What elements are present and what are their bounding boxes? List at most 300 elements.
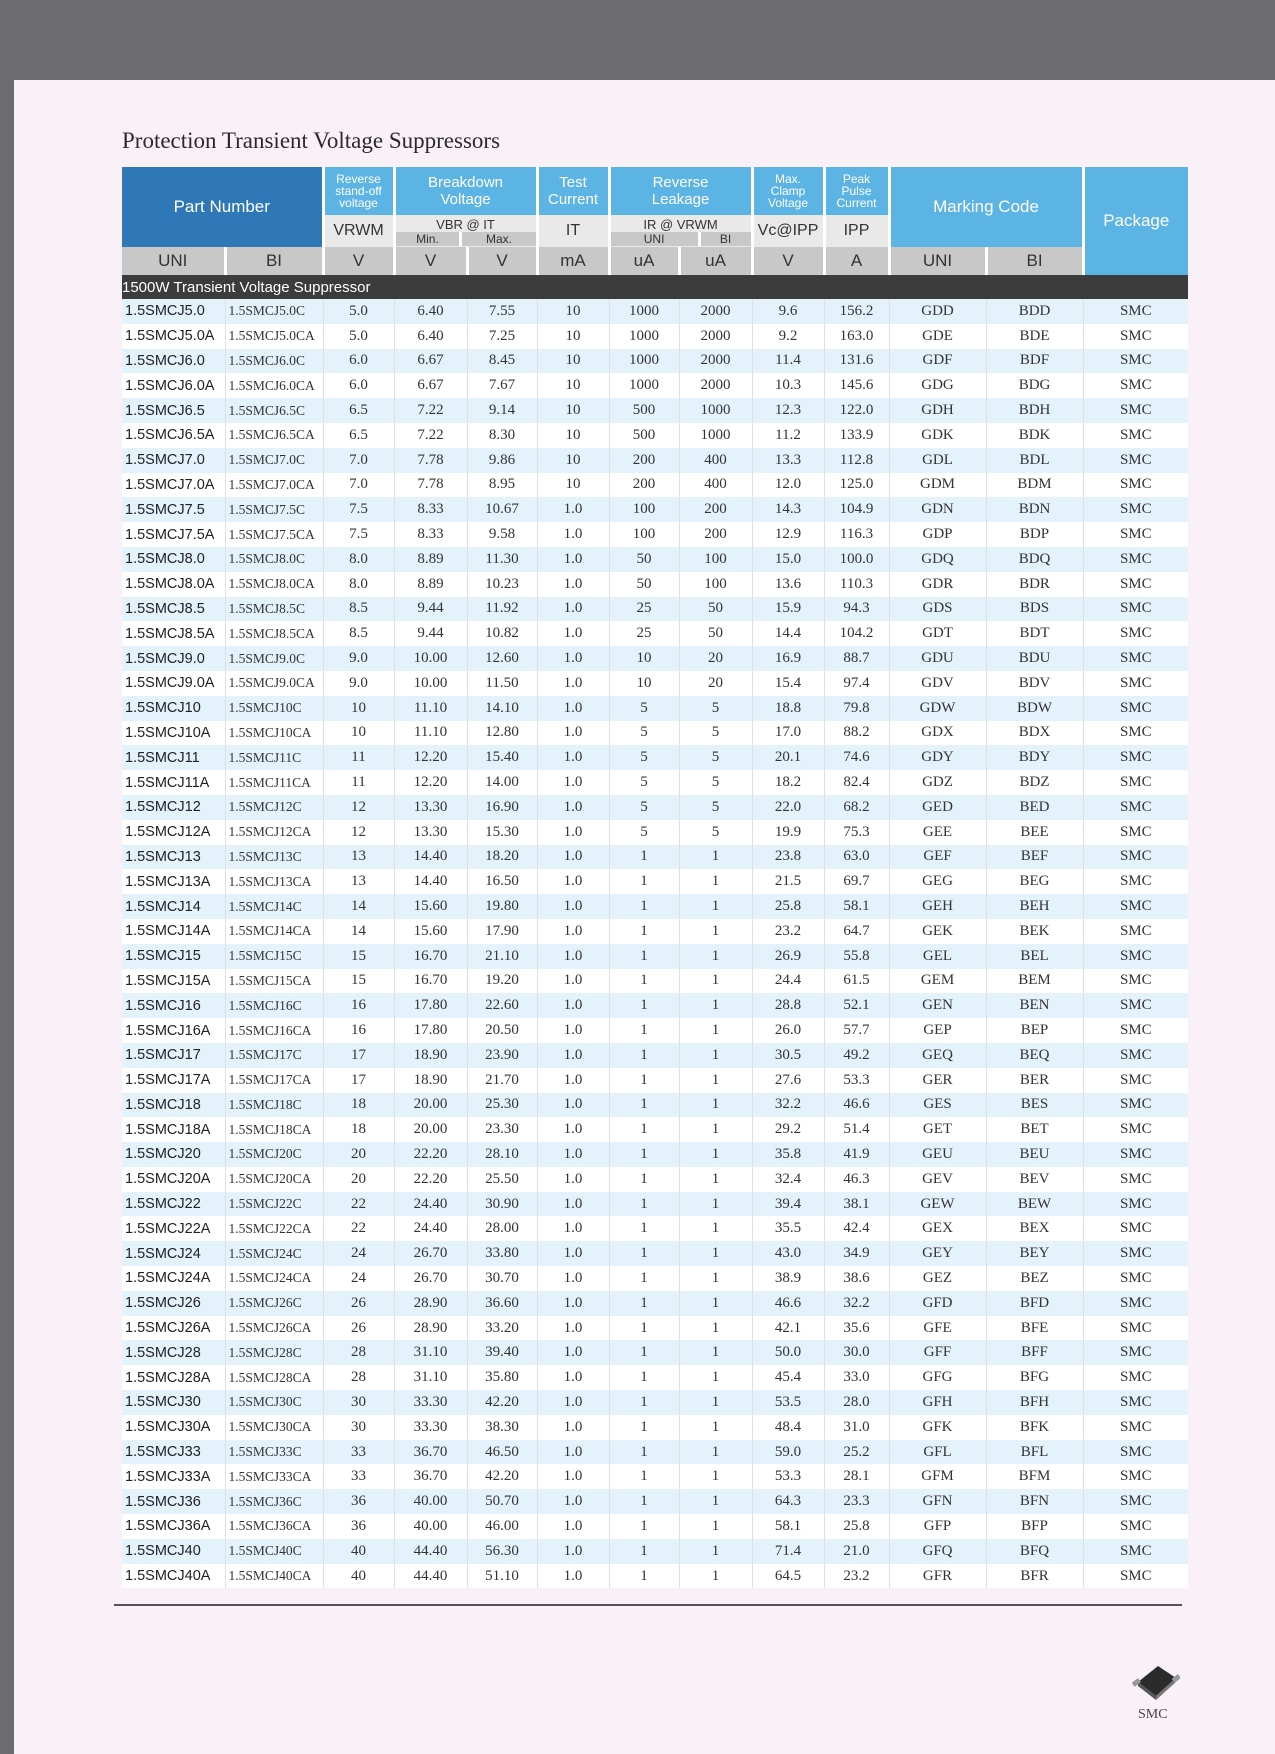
cell-marking-bi: BFH	[986, 1390, 1083, 1415]
cell-vrwm: 12	[323, 795, 394, 820]
cell-part-uni: 1.5SMCJ12A	[122, 820, 225, 845]
cell-vbr-min: 36.70	[394, 1464, 467, 1489]
cell-it: 1.0	[537, 745, 609, 770]
cell-package: SMC	[1083, 1365, 1188, 1390]
table-row	[122, 770, 1188, 795]
cell-package: SMC	[1083, 1564, 1188, 1589]
cell-ir-uni: 1	[609, 1192, 679, 1217]
vbr-symbol: VBR @ IT	[396, 217, 536, 232]
cell-vbr-min: 10.00	[394, 646, 467, 671]
cell-marking-bi: BED	[986, 795, 1083, 820]
cell-vbr-max: 16.50	[467, 869, 537, 894]
cell-part-uni: 1.5SMCJ5.0A	[122, 324, 225, 349]
cell-part-bi: 1.5SMCJ17C	[225, 1043, 323, 1068]
table-row	[122, 1117, 1188, 1142]
cell-package: SMC	[1083, 1464, 1188, 1489]
cell-vrwm: 16	[323, 1018, 394, 1043]
cell-part-uni: 1.5SMCJ6.5	[122, 398, 225, 423]
cell-vc: 71.4	[752, 1539, 824, 1564]
cell-marking-uni: GFD	[889, 1291, 986, 1316]
cell-ir-uni: 1000	[609, 373, 679, 398]
cell-ipp: 69.7	[824, 869, 889, 894]
cell-ir-bi: 1	[679, 1489, 752, 1514]
cell-marking-uni: GFM	[889, 1464, 986, 1489]
cell-marking-uni: GDU	[889, 646, 986, 671]
cell-vbr-min: 31.10	[394, 1340, 467, 1365]
cell-marking-bi: BEP	[986, 1018, 1083, 1043]
cell-vbr-max: 8.45	[467, 349, 537, 374]
cell-marking-bi: BDY	[986, 745, 1083, 770]
cell-vrwm: 28	[323, 1340, 394, 1365]
cell-part-uni: 1.5SMCJ7.5	[122, 497, 225, 522]
cell-vrwm: 6.0	[323, 373, 394, 398]
cell-vbr-min: 6.67	[394, 373, 467, 398]
cell-vrwm: 14	[323, 919, 394, 944]
cell-part-bi: 1.5SMCJ14CA	[225, 919, 323, 944]
table-row	[122, 721, 1188, 746]
cell-ir-bi: 1000	[679, 398, 752, 423]
cell-part-uni: 1.5SMCJ10A	[122, 721, 225, 746]
cell-vbr-max: 8.30	[467, 423, 537, 448]
cell-it: 1.0	[537, 1291, 609, 1316]
cell-marking-bi: BDT	[986, 621, 1083, 646]
cell-vrwm: 10	[323, 696, 394, 721]
cell-part-bi: 1.5SMCJ20CA	[225, 1167, 323, 1192]
cell-ir-uni: 1	[609, 1415, 679, 1440]
cell-vc: 35.5	[752, 1216, 824, 1241]
cell-ir-bi: 5	[679, 795, 752, 820]
cell-part-bi: 1.5SMCJ5.0CA	[225, 324, 323, 349]
leakage-line-1: Reverse	[652, 174, 709, 191]
cell-it: 1.0	[537, 795, 609, 820]
cell-vbr-max: 11.92	[467, 597, 537, 622]
cell-package: SMC	[1083, 1117, 1188, 1142]
cell-vc: 30.5	[752, 1043, 824, 1068]
cell-package: SMC	[1083, 1241, 1188, 1266]
table-row	[122, 696, 1188, 721]
cell-vc: 14.3	[752, 497, 824, 522]
cell-ir-bi: 1	[679, 1564, 752, 1589]
cell-package: SMC	[1083, 572, 1188, 597]
cell-part-uni: 1.5SMCJ26A	[122, 1316, 225, 1341]
cell-ir-bi: 5	[679, 696, 752, 721]
cell-it: 1.0	[537, 1316, 609, 1341]
cell-marking-uni: GDN	[889, 497, 986, 522]
cell-it: 10	[537, 423, 609, 448]
cell-marking-bi: BDP	[986, 522, 1083, 547]
cell-vc: 16.9	[752, 646, 824, 671]
cell-marking-uni: GDD	[889, 299, 986, 324]
cell-ir-bi: 1	[679, 1068, 752, 1093]
cell-ir-uni: 1	[609, 1093, 679, 1118]
cell-ir-uni: 5	[609, 820, 679, 845]
cell-part-bi: 1.5SMCJ7.5C	[225, 497, 323, 522]
cell-ir-uni: 500	[609, 423, 679, 448]
cell-part-bi: 1.5SMCJ36CA	[225, 1514, 323, 1539]
cell-ir-uni: 1	[609, 1340, 679, 1365]
cell-ir-bi: 1	[679, 1241, 752, 1266]
cell-package: SMC	[1083, 671, 1188, 696]
cell-part-bi: 1.5SMCJ24C	[225, 1241, 323, 1266]
cell-part-bi: 1.5SMCJ13CA	[225, 869, 323, 894]
cell-vrwm: 14	[323, 894, 394, 919]
table-row	[122, 1415, 1188, 1440]
cell-package: SMC	[1083, 547, 1188, 572]
cell-ir-uni: 1	[609, 1216, 679, 1241]
cell-part-uni: 1.5SMCJ28	[122, 1340, 225, 1365]
table-row	[122, 497, 1188, 522]
cell-ipp: 64.7	[824, 919, 889, 944]
cell-marking-bi: BEL	[986, 944, 1083, 969]
table-row	[122, 1142, 1188, 1167]
cell-part-uni: 1.5SMCJ7.0	[122, 448, 225, 473]
cell-package: SMC	[1083, 993, 1188, 1018]
cell-package: SMC	[1083, 1489, 1188, 1514]
cell-part-uni: 1.5SMCJ7.0A	[122, 473, 225, 498]
cell-vbr-min: 18.90	[394, 1068, 467, 1093]
cell-ir-bi: 20	[679, 671, 752, 696]
cell-part-bi: 1.5SMCJ7.0CA	[225, 473, 323, 498]
reverse-line-1: Reverse	[336, 172, 381, 186]
table-row	[122, 1241, 1188, 1266]
cell-it: 1.0	[537, 869, 609, 894]
table-row	[122, 398, 1188, 423]
cell-package: SMC	[1083, 398, 1188, 423]
table-row	[122, 1464, 1188, 1489]
cell-package: SMC	[1083, 721, 1188, 746]
cell-marking-uni: GDY	[889, 745, 986, 770]
cell-ir-bi: 1	[679, 944, 752, 969]
cell-vc: 15.9	[752, 597, 824, 622]
cell-vbr-max: 30.70	[467, 1266, 537, 1291]
cell-ir-uni: 1	[609, 1316, 679, 1341]
table-row	[122, 547, 1188, 572]
cell-vbr-max: 50.70	[467, 1489, 537, 1514]
cell-vbr-min: 44.40	[394, 1539, 467, 1564]
cell-it: 1.0	[537, 671, 609, 696]
cell-part-bi: 1.5SMCJ18CA	[225, 1117, 323, 1142]
cell-ipp: 49.2	[824, 1043, 889, 1068]
cell-package: SMC	[1083, 621, 1188, 646]
cell-vc: 59.0	[752, 1440, 824, 1465]
cell-vc: 42.1	[752, 1316, 824, 1341]
part-number-header: Part Number	[122, 167, 323, 247]
cell-marking-bi: BEE	[986, 820, 1083, 845]
cell-ir-uni: 1000	[609, 324, 679, 349]
cell-it: 1.0	[537, 969, 609, 994]
cell-vbr-max: 15.40	[467, 745, 537, 770]
cell-ir-uni: 200	[609, 448, 679, 473]
cell-package: SMC	[1083, 1192, 1188, 1217]
cell-package: SMC	[1083, 1340, 1188, 1365]
cell-ir-uni: 5	[609, 721, 679, 746]
vrwm-symbol: VRWM	[323, 215, 394, 247]
cell-vrwm: 33	[323, 1440, 394, 1465]
cell-package: SMC	[1083, 324, 1188, 349]
cell-part-uni: 1.5SMCJ30	[122, 1390, 225, 1415]
cell-part-uni: 1.5SMCJ30A	[122, 1415, 225, 1440]
reverse-leakage-header	[609, 167, 752, 215]
cell-part-uni: 1.5SMCJ24	[122, 1241, 225, 1266]
cell-part-bi: 1.5SMCJ28CA	[225, 1365, 323, 1390]
cell-part-uni: 1.5SMCJ17A	[122, 1068, 225, 1093]
cell-ir-bi: 5	[679, 745, 752, 770]
cell-vc: 20.1	[752, 745, 824, 770]
cell-ir-bi: 1	[679, 919, 752, 944]
cell-part-bi: 1.5SMCJ5.0C	[225, 299, 323, 324]
cell-vc: 50.0	[752, 1340, 824, 1365]
cell-vbr-max: 12.80	[467, 721, 537, 746]
cell-ipp: 100.0	[824, 547, 889, 572]
cell-package: SMC	[1083, 869, 1188, 894]
cell-vc: 18.8	[752, 696, 824, 721]
cell-it: 10	[537, 373, 609, 398]
cell-it: 1.0	[537, 1440, 609, 1465]
cell-part-uni: 1.5SMCJ40	[122, 1539, 225, 1564]
min-max-row	[396, 232, 536, 246]
cell-vrwm: 9.0	[323, 671, 394, 696]
table-row	[122, 845, 1188, 870]
cell-ir-uni: 1	[609, 1241, 679, 1266]
cell-part-bi: 1.5SMCJ15CA	[225, 969, 323, 994]
cell-part-uni: 1.5SMCJ5.0	[122, 299, 225, 324]
cell-ipp: 97.4	[824, 671, 889, 696]
cell-ir-bi: 1	[679, 1018, 752, 1043]
cell-part-uni: 1.5SMCJ18A	[122, 1117, 225, 1142]
cell-ir-uni: 10	[609, 646, 679, 671]
cell-vc: 11.2	[752, 423, 824, 448]
clamp-line-2: Clamp	[770, 184, 806, 198]
table-row	[122, 299, 1188, 324]
cell-part-bi: 1.5SMCJ28C	[225, 1340, 323, 1365]
cell-package: SMC	[1083, 1291, 1188, 1316]
cell-it: 1.0	[537, 1093, 609, 1118]
reverse-standoff-header	[323, 167, 394, 215]
cell-marking-uni: GDR	[889, 572, 986, 597]
cell-ir-uni: 1	[609, 1440, 679, 1465]
cell-ir-bi: 1	[679, 993, 752, 1018]
cell-it: 1.0	[537, 770, 609, 795]
cell-ir-bi: 1	[679, 845, 752, 870]
cell-part-uni: 1.5SMCJ6.5A	[122, 423, 225, 448]
cell-vrwm: 24	[323, 1266, 394, 1291]
table-row	[122, 1192, 1188, 1217]
cell-part-bi: 1.5SMCJ26CA	[225, 1316, 323, 1341]
cell-ir-bi: 2000	[679, 299, 752, 324]
cell-vrwm: 40	[323, 1564, 394, 1589]
cell-marking-bi: BDG	[986, 373, 1083, 398]
cell-marking-uni: GDZ	[889, 770, 986, 795]
cell-vbr-max: 33.80	[467, 1241, 537, 1266]
cell-ipp: 133.9	[824, 423, 889, 448]
cell-vc: 53.3	[752, 1464, 824, 1489]
cell-vrwm: 22	[323, 1216, 394, 1241]
cell-package: SMC	[1083, 919, 1188, 944]
cell-marking-bi: BEM	[986, 969, 1083, 994]
cell-vbr-max: 30.90	[467, 1192, 537, 1217]
cell-part-bi: 1.5SMCJ30CA	[225, 1415, 323, 1440]
cell-marking-bi: BFE	[986, 1316, 1083, 1341]
cell-package: SMC	[1083, 1266, 1188, 1291]
cell-ir-uni: 1	[609, 993, 679, 1018]
cell-vrwm: 33	[323, 1464, 394, 1489]
cell-marking-uni: GEV	[889, 1167, 986, 1192]
cell-part-bi: 1.5SMCJ16C	[225, 993, 323, 1018]
cell-ipp: 122.0	[824, 398, 889, 423]
cell-vbr-min: 33.30	[394, 1390, 467, 1415]
cell-vc: 38.9	[752, 1266, 824, 1291]
cell-marking-bi: BEY	[986, 1241, 1083, 1266]
cell-ir-bi: 200	[679, 522, 752, 547]
cell-marking-bi: BFN	[986, 1489, 1083, 1514]
cell-ir-bi: 50	[679, 597, 752, 622]
cell-vc: 21.5	[752, 869, 824, 894]
cell-ir-bi: 1	[679, 894, 752, 919]
cell-marking-uni: GEE	[889, 820, 986, 845]
cell-it: 1.0	[537, 944, 609, 969]
cell-package: SMC	[1083, 1068, 1188, 1093]
cell-vbr-max: 7.67	[467, 373, 537, 398]
cell-part-uni: 1.5SMCJ8.0A	[122, 572, 225, 597]
cell-ir-bi: 400	[679, 448, 752, 473]
cell-vbr-max: 16.90	[467, 795, 537, 820]
cell-it: 10	[537, 473, 609, 498]
cell-it: 1.0	[537, 721, 609, 746]
cell-vbr-min: 11.10	[394, 721, 467, 746]
cell-vbr-min: 10.00	[394, 671, 467, 696]
cell-vbr-min: 6.40	[394, 324, 467, 349]
cell-vbr-max: 46.00	[467, 1514, 537, 1539]
cell-ipp: 163.0	[824, 324, 889, 349]
cell-part-bi: 1.5SMCJ33C	[225, 1440, 323, 1465]
cell-ipp: 82.4	[824, 770, 889, 795]
cell-part-uni: 1.5SMCJ7.5A	[122, 522, 225, 547]
cell-part-bi: 1.5SMCJ36C	[225, 1489, 323, 1514]
cell-vbr-max: 11.50	[467, 671, 537, 696]
cell-it: 1.0	[537, 1117, 609, 1142]
cell-vrwm: 6.0	[323, 349, 394, 374]
cell-vc: 15.0	[752, 547, 824, 572]
cell-vbr-max: 19.20	[467, 969, 537, 994]
cell-vbr-min: 13.30	[394, 795, 467, 820]
cell-marking-uni: GFH	[889, 1390, 986, 1415]
cell-ir-uni: 1	[609, 1365, 679, 1390]
cell-part-uni: 1.5SMCJ18	[122, 1093, 225, 1118]
cell-vc: 39.4	[752, 1192, 824, 1217]
cell-ir-uni: 5	[609, 696, 679, 721]
cell-vc: 23.2	[752, 919, 824, 944]
cell-vc: 17.0	[752, 721, 824, 746]
cell-vc: 13.6	[752, 572, 824, 597]
cell-ir-uni: 1	[609, 1464, 679, 1489]
cell-vbr-max: 42.20	[467, 1464, 537, 1489]
cell-vbr-min: 8.89	[394, 547, 467, 572]
cell-ir-bi: 400	[679, 473, 752, 498]
cell-vrwm: 8.0	[323, 547, 394, 572]
cell-marking-bi: BFM	[986, 1464, 1083, 1489]
table-row	[122, 473, 1188, 498]
cell-ir-bi: 100	[679, 547, 752, 572]
cell-package: SMC	[1083, 1415, 1188, 1440]
cell-ir-uni: 1	[609, 1514, 679, 1539]
cell-it: 1.0	[537, 522, 609, 547]
cell-vbr-min: 44.40	[394, 1564, 467, 1589]
cell-marking-bi: BDN	[986, 497, 1083, 522]
cell-ipp: 31.0	[824, 1415, 889, 1440]
cell-ir-uni: 1	[609, 1266, 679, 1291]
cell-vbr-max: 33.20	[467, 1316, 537, 1341]
table-row	[122, 1390, 1188, 1415]
table-body	[122, 299, 1188, 1588]
cell-part-uni: 1.5SMCJ15	[122, 944, 225, 969]
breakdown-line-2: Voltage	[440, 191, 491, 208]
cell-vc: 12.9	[752, 522, 824, 547]
cell-marking-bi: BFG	[986, 1365, 1083, 1390]
peak-line-1: Peak	[842, 172, 871, 186]
leak-uni-label: UNI	[611, 232, 700, 246]
cell-part-uni: 1.5SMCJ13A	[122, 869, 225, 894]
table-row	[122, 1068, 1188, 1093]
cell-ipp: 63.0	[824, 845, 889, 870]
cell-marking-uni: GES	[889, 1093, 986, 1118]
cell-marking-bi: BDE	[986, 324, 1083, 349]
cell-vc: 32.4	[752, 1167, 824, 1192]
cell-package: SMC	[1083, 1142, 1188, 1167]
cell-it: 1.0	[537, 597, 609, 622]
cell-vc: 64.5	[752, 1564, 824, 1589]
cell-vrwm: 30	[323, 1415, 394, 1440]
cell-ipp: 110.3	[824, 572, 889, 597]
cell-vbr-max: 56.30	[467, 1539, 537, 1564]
cell-vbr-max: 9.86	[467, 448, 537, 473]
cell-ir-uni: 5	[609, 770, 679, 795]
cell-marking-bi: BEF	[986, 845, 1083, 870]
cell-vbr-min: 40.00	[394, 1489, 467, 1514]
cell-vbr-max: 28.10	[467, 1142, 537, 1167]
cell-part-uni: 1.5SMCJ8.5	[122, 597, 225, 622]
cell-vbr-max: 36.60	[467, 1291, 537, 1316]
unit-vbr-min: V	[394, 247, 467, 275]
cell-vbr-max: 15.30	[467, 820, 537, 845]
cell-vbr-max: 8.95	[467, 473, 537, 498]
cell-part-uni: 1.5SMCJ11A	[122, 770, 225, 795]
cell-ir-bi: 1	[679, 1291, 752, 1316]
cell-vrwm: 8.0	[323, 572, 394, 597]
cell-part-bi: 1.5SMCJ40C	[225, 1539, 323, 1564]
cell-vrwm: 16	[323, 993, 394, 1018]
table-row	[122, 969, 1188, 994]
cell-it: 1.0	[537, 1365, 609, 1390]
cell-vbr-max: 20.50	[467, 1018, 537, 1043]
cell-package: SMC	[1083, 497, 1188, 522]
cell-part-uni: 1.5SMCJ16	[122, 993, 225, 1018]
cell-ir-bi: 1	[679, 969, 752, 994]
breakdown-voltage-header	[394, 167, 537, 215]
cell-ipp: 51.4	[824, 1117, 889, 1142]
cell-part-uni: 1.5SMCJ13	[122, 845, 225, 870]
cell-ir-uni: 25	[609, 597, 679, 622]
peak-line-2: Pulse	[841, 184, 872, 198]
cell-ir-bi: 1	[679, 1415, 752, 1440]
cell-ir-uni: 5	[609, 795, 679, 820]
cell-package: SMC	[1083, 373, 1188, 398]
cell-ipp: 53.3	[824, 1068, 889, 1093]
cell-marking-uni: GEQ	[889, 1043, 986, 1068]
cell-vbr-min: 17.80	[394, 1018, 467, 1043]
cell-marking-bi: BDH	[986, 398, 1083, 423]
table-bottom-rule	[114, 1604, 1182, 1606]
cell-vc: 27.6	[752, 1068, 824, 1093]
